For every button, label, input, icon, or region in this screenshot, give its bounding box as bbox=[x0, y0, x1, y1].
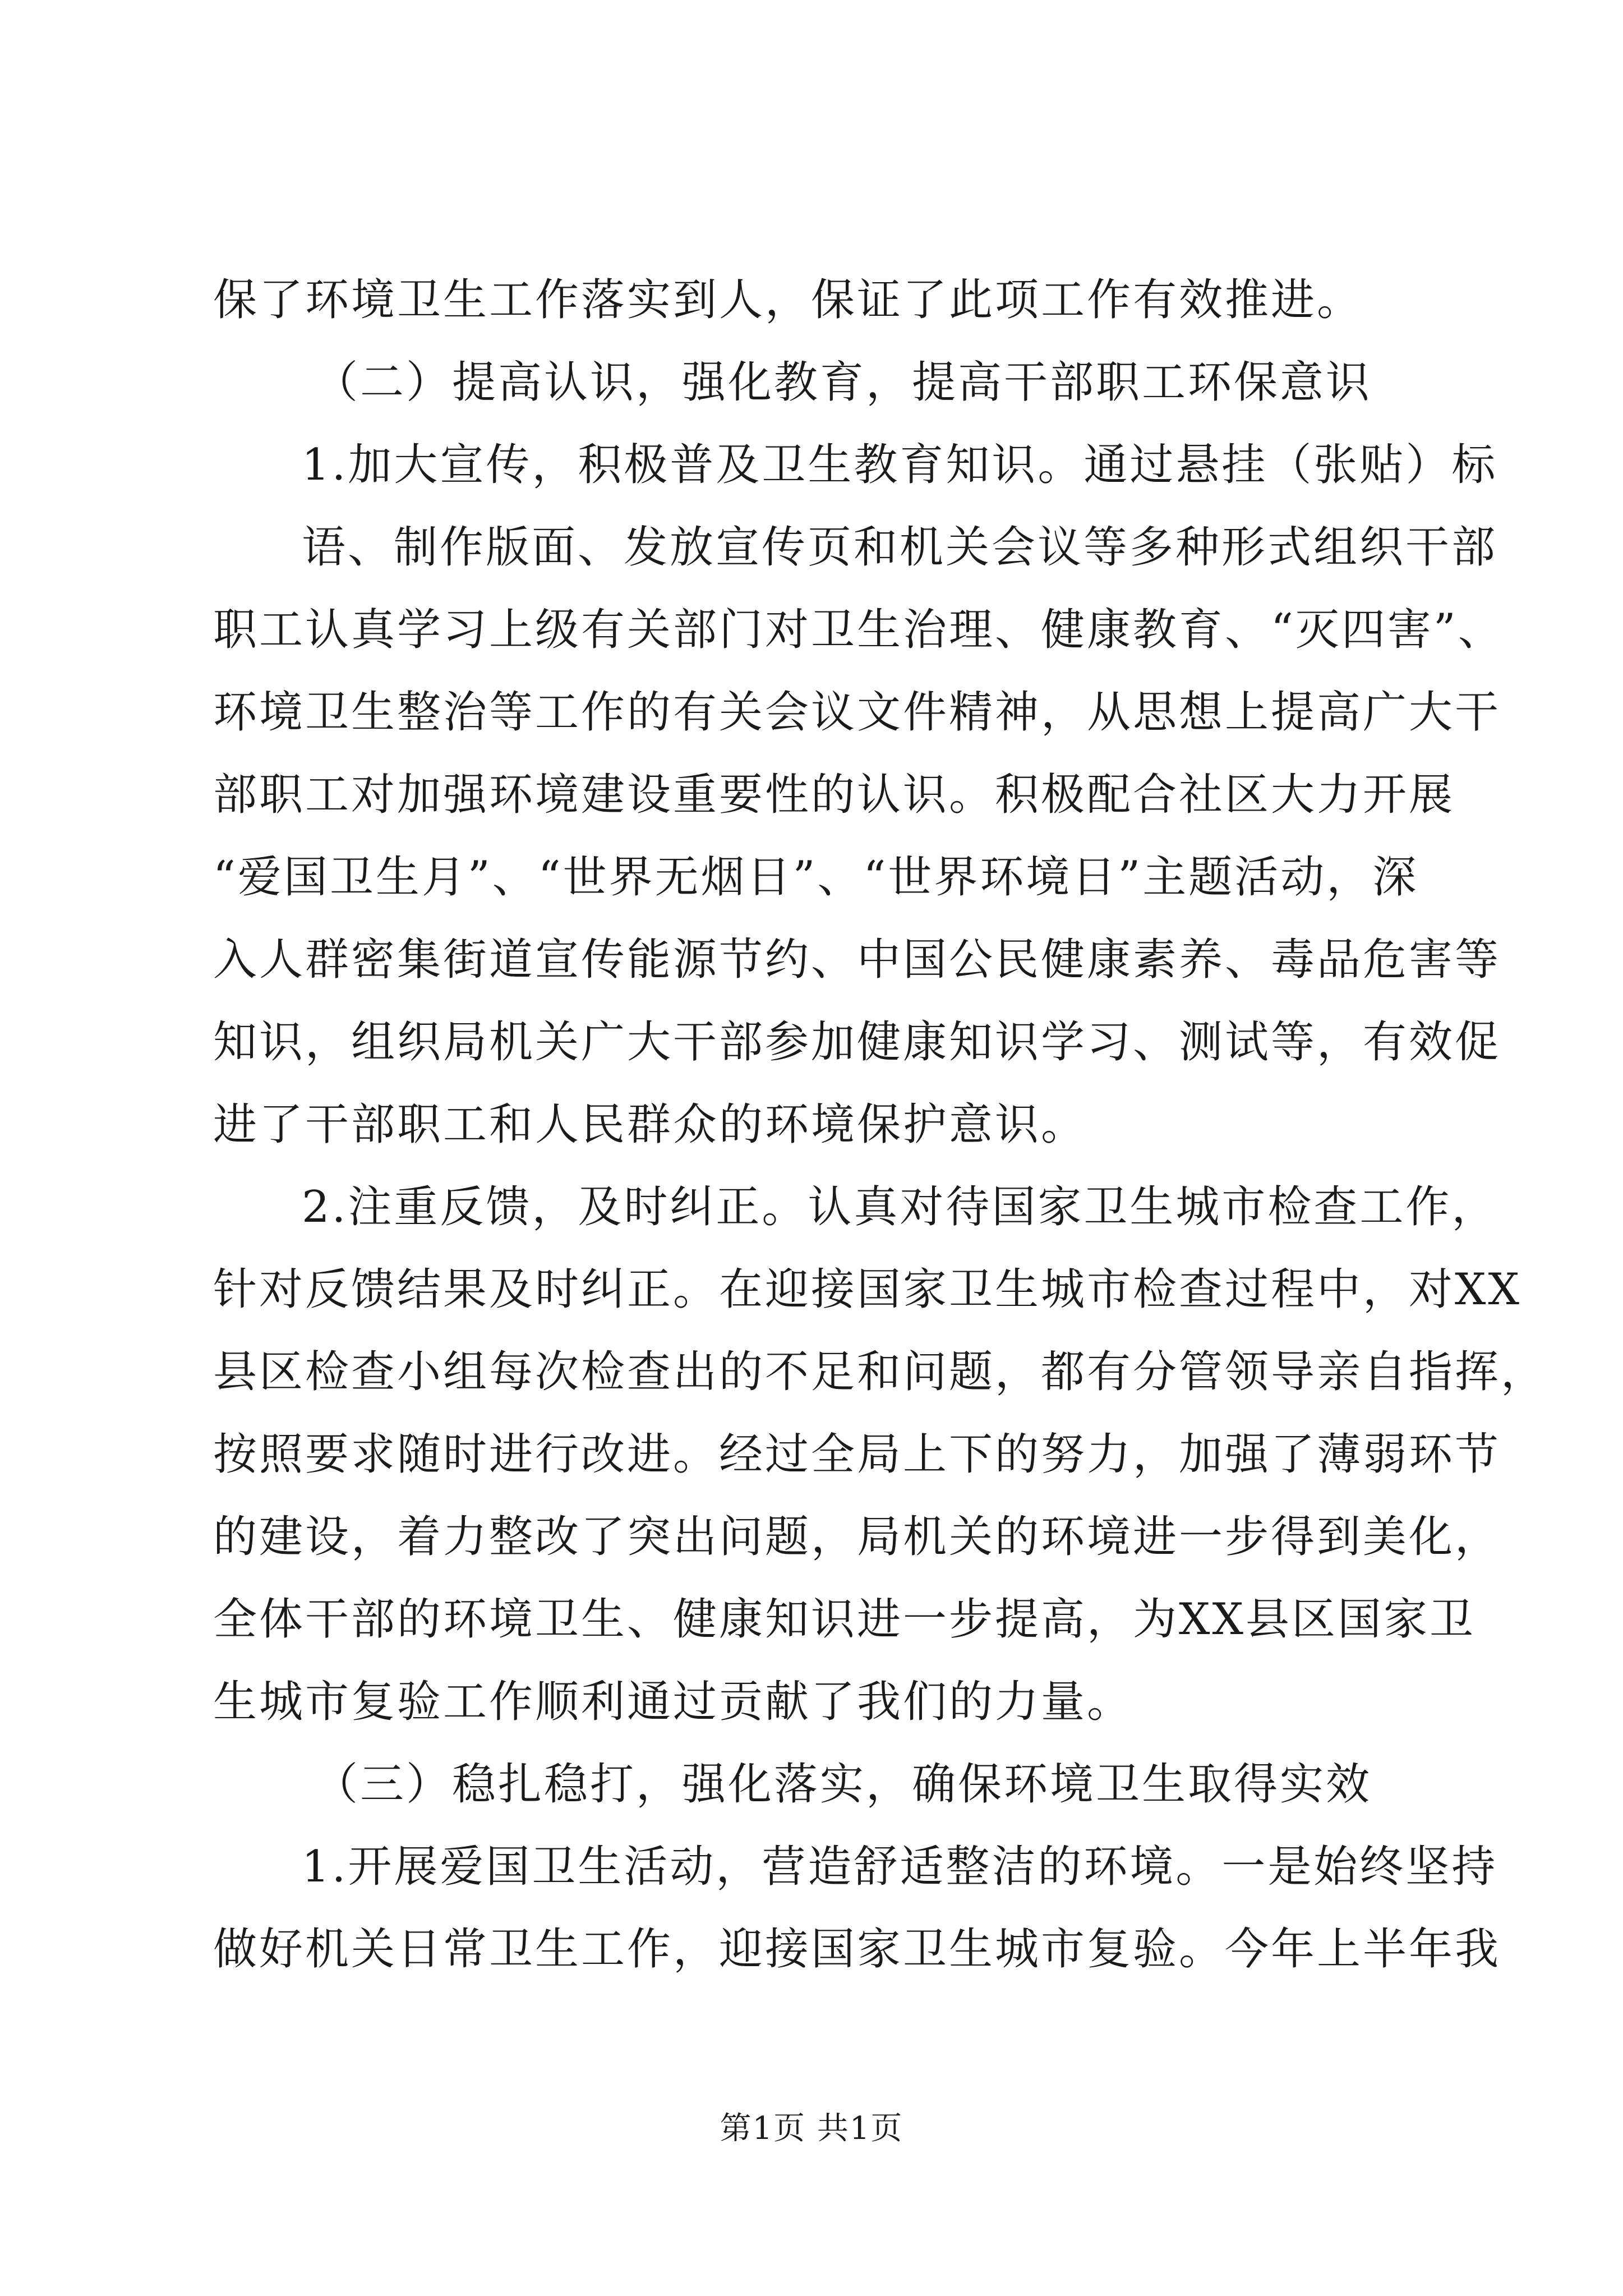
body-text-line: 保了环境卫生工作落实到人，保证了此项工作有效推进。 bbox=[213, 275, 1363, 325]
paragraph-start: 2.注重反馈，及时纠正。认真对待国家卫生城市检查工作， bbox=[302, 1182, 1498, 1232]
body-text-line: “爱国卫生月”、“世界无烟日”、“世界环境日”主题活动，深 bbox=[213, 852, 1419, 903]
body-text-line: 按照要求随时进行改进。经过全局上下的努力，加强了薄弱环节 bbox=[213, 1429, 1501, 1480]
section-heading: （三）稳扎稳打，强化落实，确保环境卫生取得实效 bbox=[314, 1759, 1372, 1810]
body-text-line: 全体干部的环境卫生、健康知识进一步提高，为XX县区国家卫 bbox=[213, 1594, 1476, 1645]
body-text-line: 做好机关日常卫生工作，迎接国家卫生城市复验。今年上半年我 bbox=[213, 1924, 1501, 1975]
paragraph-start: 1.加大宣传，积极普及卫生教育知识。通过悬挂（张贴）标 bbox=[302, 440, 1498, 490]
body-text-line: 知识，组织局机关广大干部参加健康知识学习、测试等，有效促 bbox=[213, 1017, 1501, 1068]
body-text-line: 县区检查小组每次检查出的不足和问题，都有分管领导亲自指挥， bbox=[213, 1347, 1547, 1397]
page-number-footer: 第1页 共1页 bbox=[720, 2110, 903, 2147]
section-heading: （二）提高认识，强化教育，提高干部职工环保意识 bbox=[314, 357, 1372, 408]
body-text-line: 针对反馈结果及时纠正。在迎接国家卫生城市检查过程中，对XX bbox=[213, 1264, 1522, 1315]
body-text-line: 部职工对加强环境建设重要性的认识。积极配合社区大力开展 bbox=[213, 770, 1455, 820]
body-text-line: 职工认真学习上级有关部门对卫生治理、健康教育、“灭四害”、 bbox=[213, 605, 1504, 655]
body-text-line: 语、制作版面、发放宣传页和机关会议等多种形式组织干部 bbox=[302, 522, 1498, 573]
body-text-line: 生城市复验工作顺利通过贡献了我们的力量。 bbox=[213, 1677, 1133, 1727]
body-text-line: 入人群密集街道宣传能源节约、中国公民健康素养、毒品危害等 bbox=[213, 935, 1501, 985]
body-text-line: 环境卫生整治等工作的有关会议文件精神，从思想上提高广大干 bbox=[213, 687, 1501, 738]
paragraph-start: 1.开展爱国卫生活动，营造舒适整洁的环境。一是始终坚持 bbox=[302, 1842, 1498, 1892]
body-text-line: 进了干部职工和人民群众的环境保护意识。 bbox=[213, 1099, 1087, 1150]
body-text-line: 的建设，着力整改了突出问题，局机关的环境进一步得到美化， bbox=[213, 1512, 1501, 1562]
